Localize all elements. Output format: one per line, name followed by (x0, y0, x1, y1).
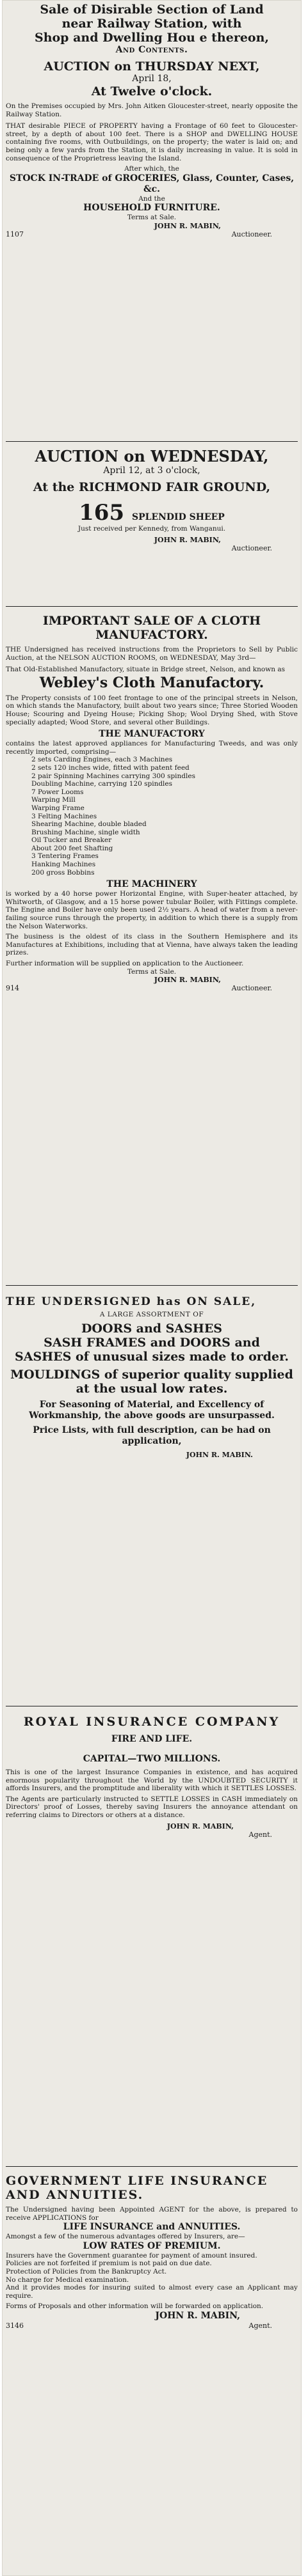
ad3-business: The business is the oldest of its class in the Southern Hemisphere and its Manufactures at Exhibitions, including that at Vienna, have always taken the leading prizes. (6, 933, 298, 957)
ad6-life: LIFE INSURANCE and ANNUITIES. (63, 2222, 241, 2233)
ad1-headline-2: near Railway Station, with (61, 17, 242, 31)
ad3-intro: THE Undersigned has received instructions from the Proprietors to Sell by Public Auction, at the NELSON AUCTION ROOMS, on WEDNESDAY, May 3rd— (6, 646, 298, 662)
ad3-item: 7 Power Looms (31, 788, 84, 796)
ad4-seasoning: For Seasoning of Material, and Excellency of Workmanship, the above goods are unsurpassed. (29, 1399, 275, 1421)
ad6-intro: The Undersigned having been Appointed AGENT for the above, is prepared to receive APPLICATIONS for (6, 2206, 298, 2222)
ad1-time: At Twelve o'clock. (91, 84, 213, 98)
ad2-big-number: 165 (79, 500, 125, 526)
ad1-intro: On the Premises occupied by Mrs. John Aitken Gloucester-street, nearly opposite the Railway Station. (6, 102, 298, 118)
ad-sheep-auction (6, 448, 298, 552)
ad3-item: Doubling Machine, carrying 120 spindles (31, 780, 173, 788)
ad4-prices: Price Lists, with full description, can be had on application, (33, 1425, 271, 1446)
divider (6, 606, 298, 607)
ad5-body1: This is one of the largest Insurance Companies in existence, and has acquired enormous popularity throughout the World by the UNDOUBTED SECURITY it affords Insurers, and the promptitude and liberality with which it SETTLES LOSSES. (6, 1768, 298, 1793)
ad3-item: 2 sets 120 inches wide, fitted with patent feed (31, 763, 190, 772)
ad4-mould: MOULDINGS of superior quality supplied at the usual low rates. (10, 1367, 293, 1396)
ad2-signer: JOHN R. MABIN, (154, 535, 221, 544)
ad6-forms: Forms of Proposals and other information will be forwarded on application. (6, 2302, 264, 2311)
ad1-terms: Terms at Sale. (127, 214, 177, 222)
ad3-item: About 200 feet Shafting (31, 844, 113, 852)
ad4-line2: SASH FRAMES and DOORS and (44, 1335, 260, 1350)
ad2-note: Just received per Kennedy, from Wanganui. (77, 525, 226, 533)
ad6-point: Policies are not forfeited if premium is not paid on due date. (6, 2260, 212, 2268)
ad1-headline: Sale of Disirable Section of Land (40, 3, 264, 17)
ad2-heading: AUCTION on WEDNESDAY, (35, 447, 269, 465)
ad6-point: Protection of Policies from the Bankruptcy Act. (6, 2267, 167, 2275)
ad1-title: Auctioneer. (231, 230, 272, 238)
ad2-title: Auctioneer. (231, 543, 272, 552)
ad1-and: And the (138, 194, 165, 203)
ad2-venue: At the RICHMOND FAIR GROUND, (33, 480, 271, 494)
ad5-capital: CAPITAL—TWO MILLIONS. (83, 1754, 221, 1764)
ad4-signer: JOHN R. MABIN. (186, 1450, 253, 1459)
ad4-line3: SASHES of unusual sizes made to order. (14, 1349, 289, 1364)
ad3-mfg-head: THE MANUFACTORY (99, 729, 205, 740)
ad3-signer: JOHN R. MABIN, (154, 976, 221, 985)
ad3-that: That Old-Established Manufactory, situate in Bridge street, Nelson, and known as (6, 666, 285, 674)
ad3-further: Further information will be supplied on application to the Auctioneer. (6, 960, 244, 967)
ad6-signer: JOHN R. MABIN, (155, 2310, 240, 2321)
ad1-body: THAT desirable PIECE of PROPERTY having a Frontage of 60 feet to Gloucester-street, by a depth of about 100 feet. There is a SHOP and DWELLING HOUSE containing five rooms, with Outbuildings, on the property; the water is laid on; and being only a few yards from the Station, it is daily increasing in value. It is sold in consequence of the Proprietress leaving the Island. (6, 122, 298, 162)
ad1-headline-4: And Contents. (115, 45, 188, 55)
ad5-sub: FIRE AND LIFE. (111, 1734, 193, 1744)
ad5-signer: JOHN R. MABIN, (166, 1822, 234, 1831)
ad3-item: 2 sets Carding Engines, each 3 Machines (31, 756, 173, 764)
ad-section-land-sale (6, 3, 298, 238)
newspaper-column (2, 0, 302, 2576)
ad-doors-sashes (6, 1293, 298, 1459)
divider (6, 2166, 298, 2167)
ad3-item: Warping Frame (31, 804, 85, 812)
ad3-item: 2 pair Spinning Machines carrying 300 spindles (31, 772, 195, 780)
ad3-items (6, 756, 298, 877)
ad6-low: LOW RATES OF PREMIUM. (83, 2240, 221, 2251)
ad6-point: No charge for Medical examination. (6, 2275, 129, 2284)
ad3-property: The Property consists of 100 feet frontage to one of the principal streets in Nelson, on which stands the Manufactory, built about two years since; Three Storied Wooden House; Scouring and Dyeing House; Picking Shop; Wool Drying Shed, with Stove specially adapted; Wood Store, and several other Buildings. (6, 694, 298, 726)
ad3-mach-body: is worked by a 40 horse power Horizontal Engine, with Super-heater attached, by Whitworth, of Glasgow, and a 15 horse power tubular Boiler, with Fittings complete. The Engine and Boiler have only been used 2½ years. A head of water from a never-failing source runs through the property, in addition to which there is a supply from the Nelson Waterworks. (6, 890, 298, 930)
ad3-mach-head: THE MACHINERY (106, 879, 197, 890)
ad6-point: And it provides modes for insuring suited to almost every case an Applicant may require. (6, 2284, 298, 2300)
ad3-heading: IMPORTANT SALE OF A CLOTH MANUFACTORY. (42, 614, 261, 642)
ad1-signer: JOHN R. MABIN, (154, 221, 221, 230)
ad3-terms: Terms at Sale. (127, 967, 177, 976)
divider (6, 441, 298, 442)
ad-cloth-manufactory (6, 614, 298, 992)
ad3-item: Warping Mill (31, 796, 76, 804)
ad5-heading: ROYAL INSURANCE COMPANY (23, 1715, 280, 1729)
ad6-title: Agent. (248, 2321, 272, 2330)
ad-royal-insurance (6, 1715, 298, 1839)
ad3-item: Hanking Machines (31, 861, 96, 869)
ad4-heading: THE UNDERSIGNED has ON SALE, (6, 1295, 257, 1308)
ad1-number: 1107 (6, 230, 24, 238)
ad6-heading: GOVERNMENT LIFE INSURANCE AND ANNUITIES. (6, 2174, 268, 2202)
ad2-date: April 12, at 3 o'clock, (103, 465, 200, 476)
ad1-day: April 18, (132, 74, 172, 84)
ad2-sheep: SPLENDID SHEEP (131, 512, 225, 522)
ad6-number: 3146 (6, 2321, 24, 2330)
ad5-title: Agent. (248, 1830, 272, 1839)
ad1-headline-3: Shop and Dwelling Hou e thereon, (34, 31, 270, 45)
ad1-household: HOUSEHOLD FURNITURE. (83, 203, 220, 214)
ad1-after: After which, the (124, 165, 179, 173)
ad4-sub: A LARGE ASSORTMENT OF (99, 1311, 204, 1318)
ad3-mfg-body: contains the latest approved appliances for Manufacturing Tweeds, and was only recently imported, comprising— (6, 740, 298, 756)
ad3-title: Auctioneer. (231, 984, 272, 993)
ad5-body2: The Agents are particularly instructed to SETTLE LOSSES in CASH immediately on Directors' proof of Losses, thereby saving Insurers the annoyance attendant on referring claims to Directors or others at a distance. (6, 1795, 298, 1819)
ad3-item: Shearing Machine, double bladed (31, 820, 147, 829)
ad1-auction-date: AUCTION on THURSDAY NEXT, (44, 59, 260, 74)
ad3-item: 3 Felting Machines (31, 812, 97, 820)
divider (6, 1285, 298, 1286)
ad3-name: Webley's Cloth Manufactory. (39, 674, 264, 691)
ad-government-life-insurance (6, 2174, 298, 2330)
ad3-number: 914 (6, 984, 19, 993)
ad3-item: Oil Tucker and Breaker (31, 836, 112, 845)
ad6-amongst: Amongst a few of the numerous advantages offered by Insurers, are— (6, 2233, 245, 2241)
ad1-stock: STOCK IN-TRADE of GROCERIES, Glass, Counter, Cases, &c. (9, 173, 295, 194)
ad3-item: 200 gross Bobbins (31, 868, 95, 877)
ad4-line1: DOORS and SASHES (81, 1321, 223, 1336)
ad6-point: Insurers have the Government guarantee for payment of amount insured. (6, 2251, 257, 2260)
ad3-item: 3 Tentering Frames (31, 852, 99, 861)
ad3-item: Brushing Machine, single width (31, 828, 140, 836)
